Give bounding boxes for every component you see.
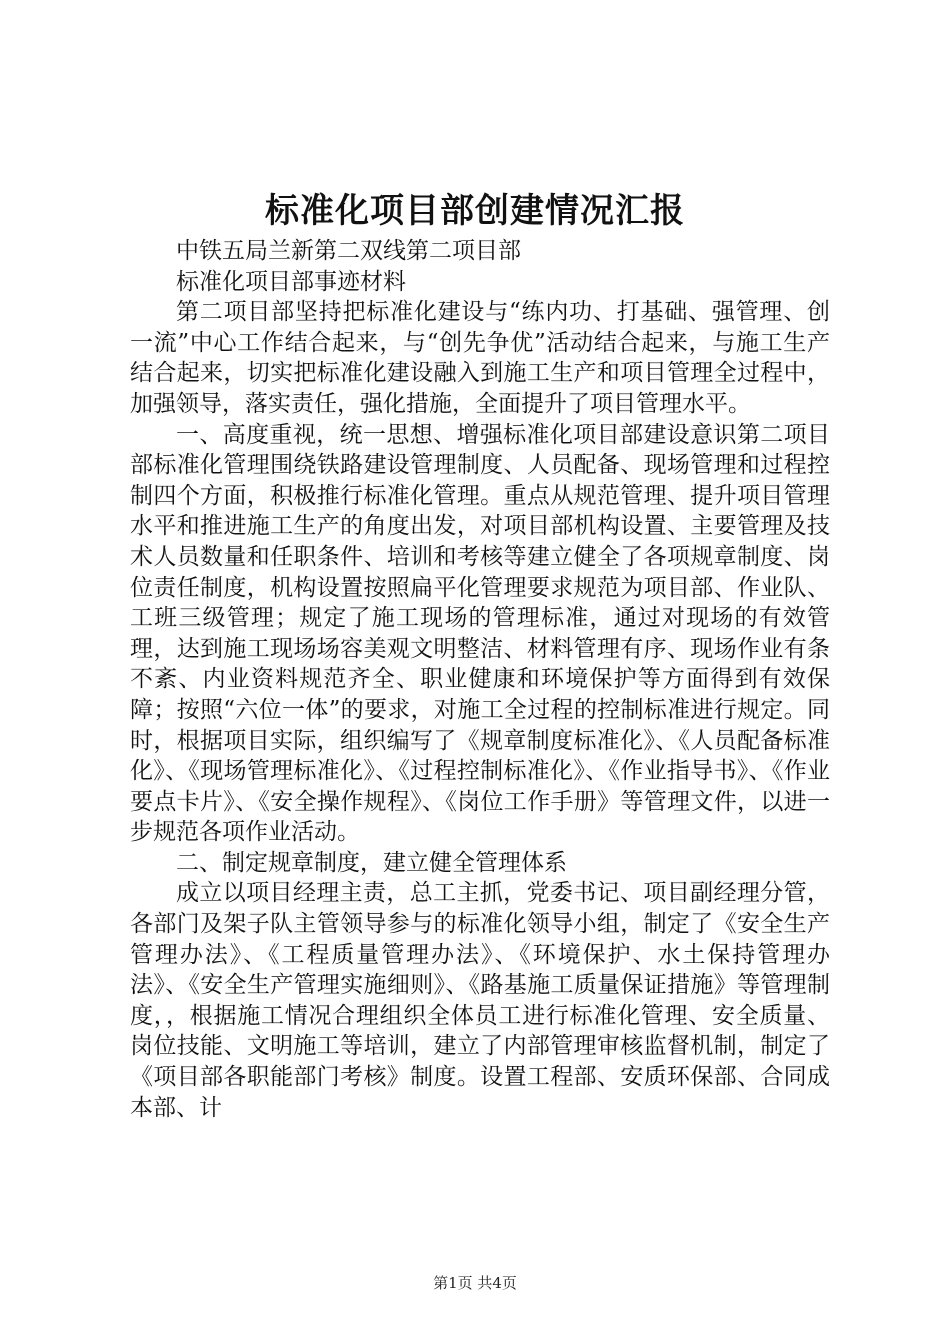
paragraph-section-two-body: 成立以项目经理主责，总工主抓，党委书记、项目副经理分管，各部门及架子队主管领导参与的标准化领导小组，制定了《安全生产管理办法》、《工程质量管理办法》、《环境保护、水土保持管理办法》、《安全生产管理实施细则》、《路基施工质量保证措施》等管理制度，，根据施工情况合理组织全体员工进行标准化管理、安全质量、岗位技能、文明施工等培训，建立了内部管理审核监督机制，制定了《项目部各职能部门考核》制度。设置工程部、安质环保部、合同成本部、计 xyxy=(130,880,830,1121)
paragraph-intro: 第二项目部坚持把标准化建设与“练内功、打基础、强管理、创一流”中心工作结合起来，与“创先争优”活动结合起来，与施工生产结合起来，切实把标准化建设融入到施工生产和项目管理全过程中，加强领导，落实责任，强化措施，全面提升了项目管理水平。 xyxy=(130,299,830,417)
page-number-footer: 第1页 共4页 xyxy=(433,1274,517,1292)
paragraph-subtitle: 标准化项目部事迹材料 xyxy=(176,268,406,295)
paragraph-section-one: 一、高度重视，统一思想、增强标准化项目部建设意识第二项目部标准化管理围绕铁路建设管理制度、人员配备、现场管理和过程控制四个方面，积极推行标准化管理。重点从规范管理、提升项目管理水平和推进施工生产的角度出发，对项目部机构设置、主要管理及技术人员数量和任职条件、培训和考核等建立健全了各项规章制度、岗位责任制度，机构设置按照扁平化管理要求规范为项目部、作业队、工班三级管理；规定了施工现场的管理标准，通过对现场的有效管理，达到施工现场场容美观文明整洁、材料管理有序、现场作业有条不紊、内业资料规范齐全、职业健康和环境保护等方面得到有效保障；按照“六位一体”的要求，对施工全过程的控制标准进行规定。同时，根据项目实际，组织编写了《规章制度标准化》、《人员配备标准化》、《现场管理标准化》、《过程控制标准化》、《作业指导书》、《作业要点卡片》、《安全操作规程》、《岗位工作手册》等管理文件，以进一步规范各项作业活动。 xyxy=(130,421,830,846)
paragraph-section-two-heading: 二、制定规章制度，建立健全管理体系 xyxy=(176,849,567,876)
document-title: 标准化项目部创建情况汇报 xyxy=(265,191,685,231)
paragraph-org-name: 中铁五局兰新第二双线第二项目部 xyxy=(176,238,521,264)
document-body xyxy=(130,236,830,1123)
